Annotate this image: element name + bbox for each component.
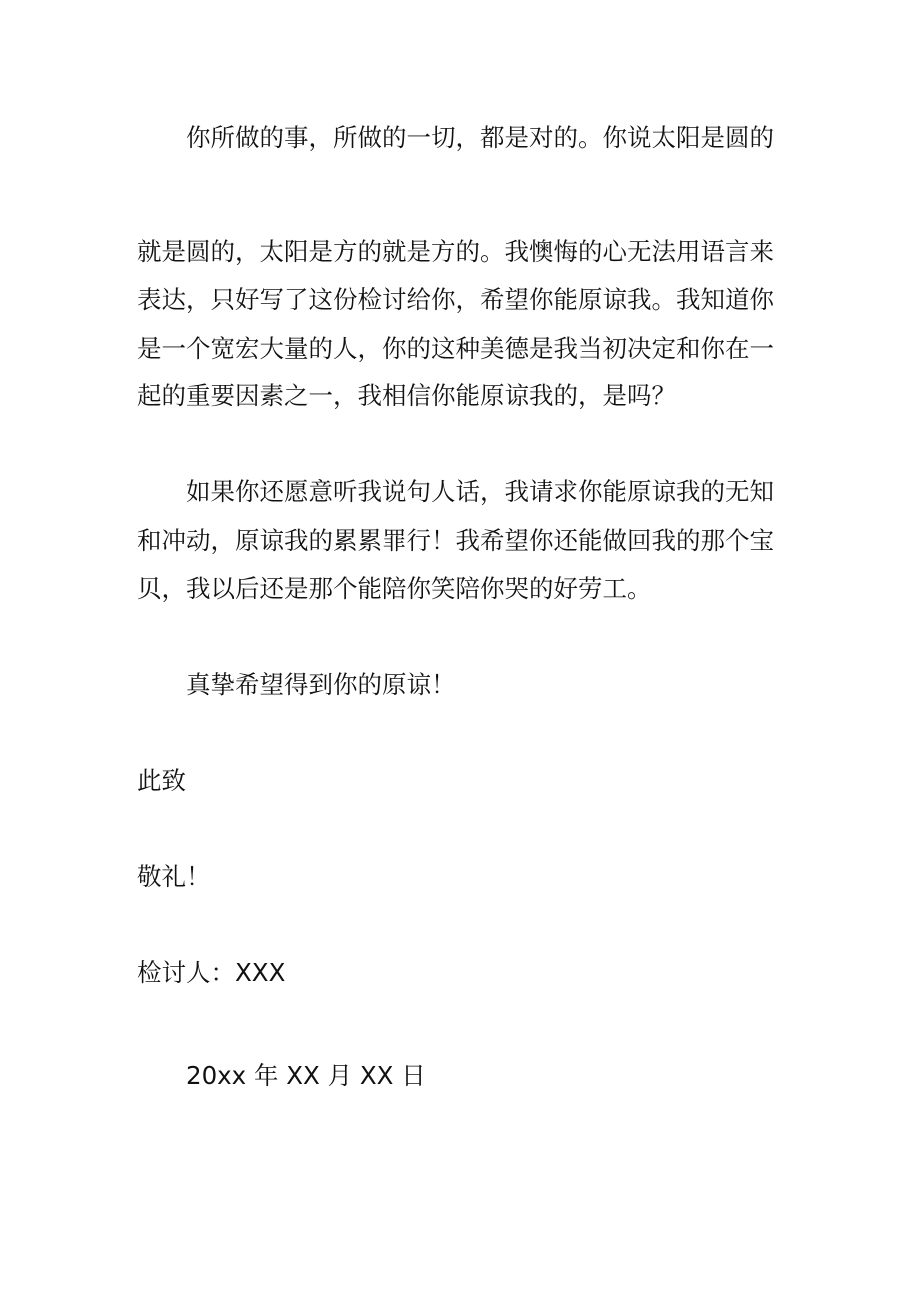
paragraph-1-line-1: 你所做的事，所做的一切，都是对的。你说太阳是圆的 bbox=[186, 123, 774, 152]
paragraph-1-line-5: 起的重要因素之一，我相信你能原谅我的，是吗？ bbox=[137, 381, 676, 410]
date-line: 20xx 年 XX 月 XX 日 bbox=[186, 1061, 426, 1090]
paragraph-2-line-3: 贝，我以后还是那个能陪你笑陪你哭的好劳工。 bbox=[137, 574, 652, 603]
respect-closing: 敬礼！ bbox=[137, 862, 211, 891]
paragraph-2-line-1: 如果你还愿意听我说句人话，我请求你能原谅我的无知 bbox=[186, 477, 774, 506]
paragraph-1-line-3: 表达，只好写了这份检讨给你，希望你能原谅我。我知道你 bbox=[137, 285, 774, 314]
paragraph-1-line-4: 是一个宽宏大量的人，你的这种美德是我当初决定和你在一 bbox=[137, 334, 774, 363]
signature-line: 检讨人：XXX bbox=[137, 958, 286, 987]
salutation: 此致 bbox=[137, 766, 186, 795]
closing-wish: 真挚希望得到你的原谅！ bbox=[186, 670, 456, 699]
paragraph-1-line-2: 就是圆的，太阳是方的就是方的。我懊悔的心无法用语言来 bbox=[137, 237, 774, 266]
paragraph-2-line-2: 和冲动，原谅我的累累罪行！我希望你还能做回我的那个宝 bbox=[137, 526, 774, 555]
